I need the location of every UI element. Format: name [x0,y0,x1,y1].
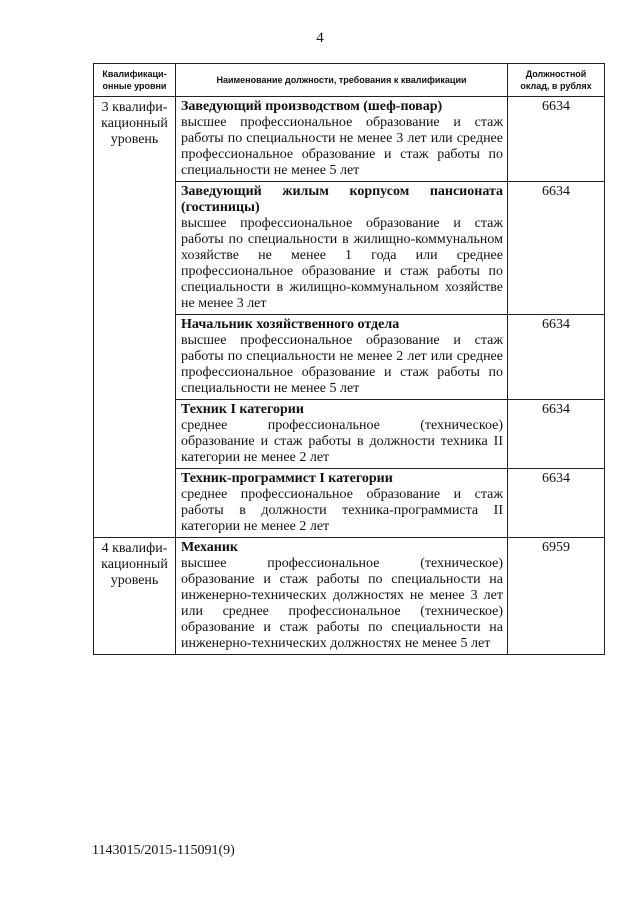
salary-cell: 6634 [508,182,605,315]
table-row [94,97,605,182]
salary-cell: 6959 [508,538,605,655]
position-requirements: среднее профессиональное (техническое) образование и стаж работы в должности техника II категории не менее 2 лет [181,418,503,465]
position-title: Техник-программист I категории [181,471,393,486]
qualification-table [93,63,605,655]
page-number: 4 [316,30,324,46]
table-row [94,538,605,655]
position-requirements: высшее профессиональное образование и стаж работы по специальности не менее 3 лет или среднее профессиональное образование и стаж работы по специальности не менее 5 лет [181,115,503,178]
position-cell [176,538,508,655]
position-title: Заведующий производством (шеф-повар) [181,99,443,114]
level-cell-4: 4 квалифи-кационный уровень [94,538,176,655]
salary-cell: 6634 [508,315,605,400]
salary-cell: 6634 [508,97,605,182]
position-title: Заведующий жилым корпусом пансионата (гостиницы) [181,184,503,215]
salary-cell: 6634 [508,400,605,469]
position-requirements: среднее профессиональное образование и стаж работы в должности техника-программиста II категории не менее 2 лет [181,487,503,534]
position-cell [176,469,508,538]
position-cell [176,182,508,315]
position-title: Начальник хозяйственного отдела [181,317,400,332]
document-id: 1143015/2015-115091(9) [92,843,235,858]
position-title: Механик [181,540,238,555]
position-requirements: высшее профессиональное образование и стаж работы по специальности не менее 2 лет или среднее профессиональное образование и стаж работы по специальности не менее 5 лет [181,333,503,396]
level-cell-3: 3 квалифи-кационный уровень [94,97,176,538]
table-header-row [94,64,605,97]
position-title: Техник I категории [181,402,304,417]
position-cell [176,315,508,400]
header-salary: Должностной оклад, в рублях [508,64,605,97]
position-requirements: высшее профессиональное образование и стаж работы по специальности в жилищно-коммунальном хозяйстве не менее 1 года или среднее профессиональное образование и стаж работы по специальности в жилищно-коммунальном хозяйстве не менее 3 лет [181,216,503,311]
header-position: Наименование должности, требования к квалификации [176,64,508,97]
position-cell [176,97,508,182]
position-cell [176,400,508,469]
salary-cell: 6634 [508,469,605,538]
position-requirements: высшее профессиональное (техническое) образование и стаж работы по специальности на инженерно-технических должностях не менее 3 лет или среднее профессиональное (техническое) образование и стаж работы по специальности на инженерно-технических должностях не менее 5 лет [181,556,503,651]
header-level: Квалификаци-онные уровни [94,64,176,97]
